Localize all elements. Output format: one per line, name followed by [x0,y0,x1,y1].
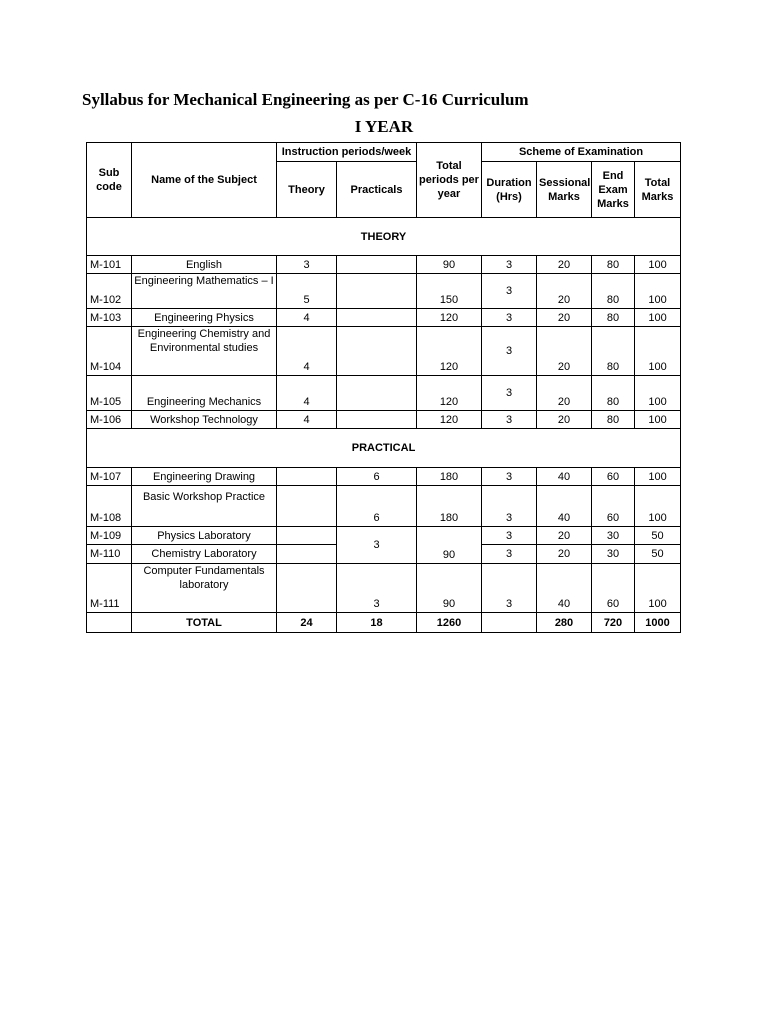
end-exam-cell: 80 [592,411,635,429]
sub-code-cell: M-111 [87,564,132,613]
periods-cell: 180 [417,486,482,527]
total-marks-cell: 100 [635,486,681,527]
end-exam-cell: 60 [592,564,635,613]
periods-cell: 150 [417,274,482,309]
duration-cell: 3 [482,327,537,376]
duration-cell: 3 [482,468,537,486]
sessional-cell: 20 [537,274,592,309]
sub-code-cell: M-110 [87,545,132,564]
duration-cell: 3 [482,564,537,613]
end-exam-cell: 60 [592,468,635,486]
total-marks-cell: 50 [635,545,681,564]
subject-name-cell: Engineering Chemistry and Environmental studies [132,327,277,376]
theory-cell: 5 [277,274,337,309]
table-row [87,564,681,613]
table-row [87,376,681,411]
total-duration [482,613,537,633]
end-exam-cell: 80 [592,274,635,309]
theory-cell [277,527,337,545]
periods-cell: 120 [417,411,482,429]
duration-cell: 3 [482,486,537,527]
sessional-cell: 20 [537,256,592,274]
practicals-cell [337,309,417,327]
total-marks-cell: 100 [635,327,681,376]
duration-cell: 3 [482,274,537,309]
duration-cell: 3 [482,411,537,429]
practicals-cell: 6 [337,486,417,527]
sub-code-cell: M-106 [87,411,132,429]
periods-cell: 120 [417,376,482,411]
header-subject-name: Name of the Subject [132,143,277,218]
subject-name-cell: Engineering Drawing [132,468,277,486]
end-exam-cell: 80 [592,309,635,327]
sub-code-cell: M-103 [87,309,132,327]
theory-cell: 4 [277,411,337,429]
table-row [87,274,681,309]
sessional-cell: 20 [537,327,592,376]
total-periods: 1260 [417,613,482,633]
sessional-cell: 20 [537,411,592,429]
sub-code-cell: M-109 [87,527,132,545]
end-exam-cell: 80 [592,327,635,376]
practicals-cell [337,256,417,274]
periods-cell: 120 [417,309,482,327]
practicals-cell: 6 [337,468,417,486]
table-row [87,309,681,327]
sessional-cell: 20 [537,527,592,545]
total-theory: 24 [277,613,337,633]
sessional-cell: 40 [537,564,592,613]
total-marks-cell: 100 [635,411,681,429]
sub-code-cell: M-107 [87,468,132,486]
subject-name-cell: Engineering Physics [132,309,277,327]
periods-cell: 90 [417,256,482,274]
sessional-cell: 40 [537,486,592,527]
sub-code-cell: M-102 [87,274,132,309]
section-theory: THEORY [87,218,681,256]
page-title: Syllabus for Mechanical Engineering as per C-16 Curriculum [82,90,529,109]
theory-cell: 4 [277,376,337,411]
theory-cell: 3 [277,256,337,274]
header-total-marks: Total Marks [635,162,681,218]
total-label: TOTAL [132,613,277,633]
sub-code-cell: M-101 [87,256,132,274]
sessional-cell: 20 [537,376,592,411]
practicals-cell: 3 [337,564,417,613]
subject-name-cell: Workshop Technology [132,411,277,429]
sub-code-cell: M-104 [87,327,132,376]
syllabus-table [86,142,681,633]
section-practical: PRACTICAL [87,429,681,468]
theory-cell [277,486,337,527]
header-scheme-of-examination: Scheme of Examination [482,143,681,162]
theory-cell [277,545,337,564]
subject-name-cell: Chemistry Laboratory [132,545,277,564]
duration-cell: 3 [482,376,537,411]
total-marks-cell: 100 [635,468,681,486]
total-marks-cell: 100 [635,309,681,327]
end-exam-cell: 80 [592,256,635,274]
duration-cell: 3 [482,256,537,274]
practicals-cell [337,376,417,411]
subject-name-cell: English [132,256,277,274]
total-marks-cell: 100 [635,274,681,309]
header-end-exam-marks: End Exam Marks [592,162,635,218]
theory-cell: 4 [277,309,337,327]
table-row [87,486,681,527]
subject-name-cell: Engineering Mechanics [132,376,277,411]
table-row [87,411,681,429]
duration-cell: 3 [482,309,537,327]
theory-cell [277,468,337,486]
sessional-cell: 20 [537,309,592,327]
total-code-cell [87,613,132,633]
end-exam-cell: 80 [592,376,635,411]
header-practicals: Practicals [337,162,417,218]
practicals-cell [337,327,417,376]
sessional-cell: 40 [537,468,592,486]
sub-code-cell: M-105 [87,376,132,411]
total-marks-cell: 100 [635,256,681,274]
subject-name-cell: Computer Fundamentals laboratory [132,564,277,613]
subject-name-cell: Engineering Mathematics – I [132,274,277,309]
end-exam-cell: 30 [592,527,635,545]
header-sessional-marks: Sessional Marks [537,162,592,218]
practicals-cell [337,274,417,309]
theory-cell: 4 [277,327,337,376]
total-marks-cell: 50 [635,527,681,545]
total-practicals: 18 [337,613,417,633]
periods-cell: 90 [417,564,482,613]
page-subtitle: I YEAR [354,117,414,136]
end-exam-cell: 60 [592,486,635,527]
header-sub-code: Sub code [87,143,132,218]
table-row [87,527,681,545]
sessional-cell: 20 [537,545,592,564]
practicals-cell: 3 [337,527,417,564]
total-marks-cell: 100 [635,376,681,411]
total-total-marks: 1000 [635,613,681,633]
table-row [87,468,681,486]
practicals-cell [337,411,417,429]
header-theory: Theory [277,162,337,218]
periods-cell: 90 [417,527,482,564]
periods-cell: 180 [417,468,482,486]
header-instruction-periods: Instruction periods/week [277,143,417,162]
header-total-periods: Total periods per year [417,143,482,218]
subject-name-cell: Basic Workshop Practice [132,486,277,527]
duration-cell: 3 [482,545,537,564]
total-row [87,613,681,633]
end-exam-cell: 30 [592,545,635,564]
sub-code-cell: M-108 [87,486,132,527]
header-duration: Duration (Hrs) [482,162,537,218]
table-row [87,327,681,376]
table-row [87,256,681,274]
periods-cell: 120 [417,327,482,376]
theory-cell [277,564,337,613]
total-end-exam: 720 [592,613,635,633]
duration-cell: 3 [482,527,537,545]
total-sessional: 280 [537,613,592,633]
total-marks-cell: 100 [635,564,681,613]
subject-name-cell: Physics Laboratory [132,527,277,545]
